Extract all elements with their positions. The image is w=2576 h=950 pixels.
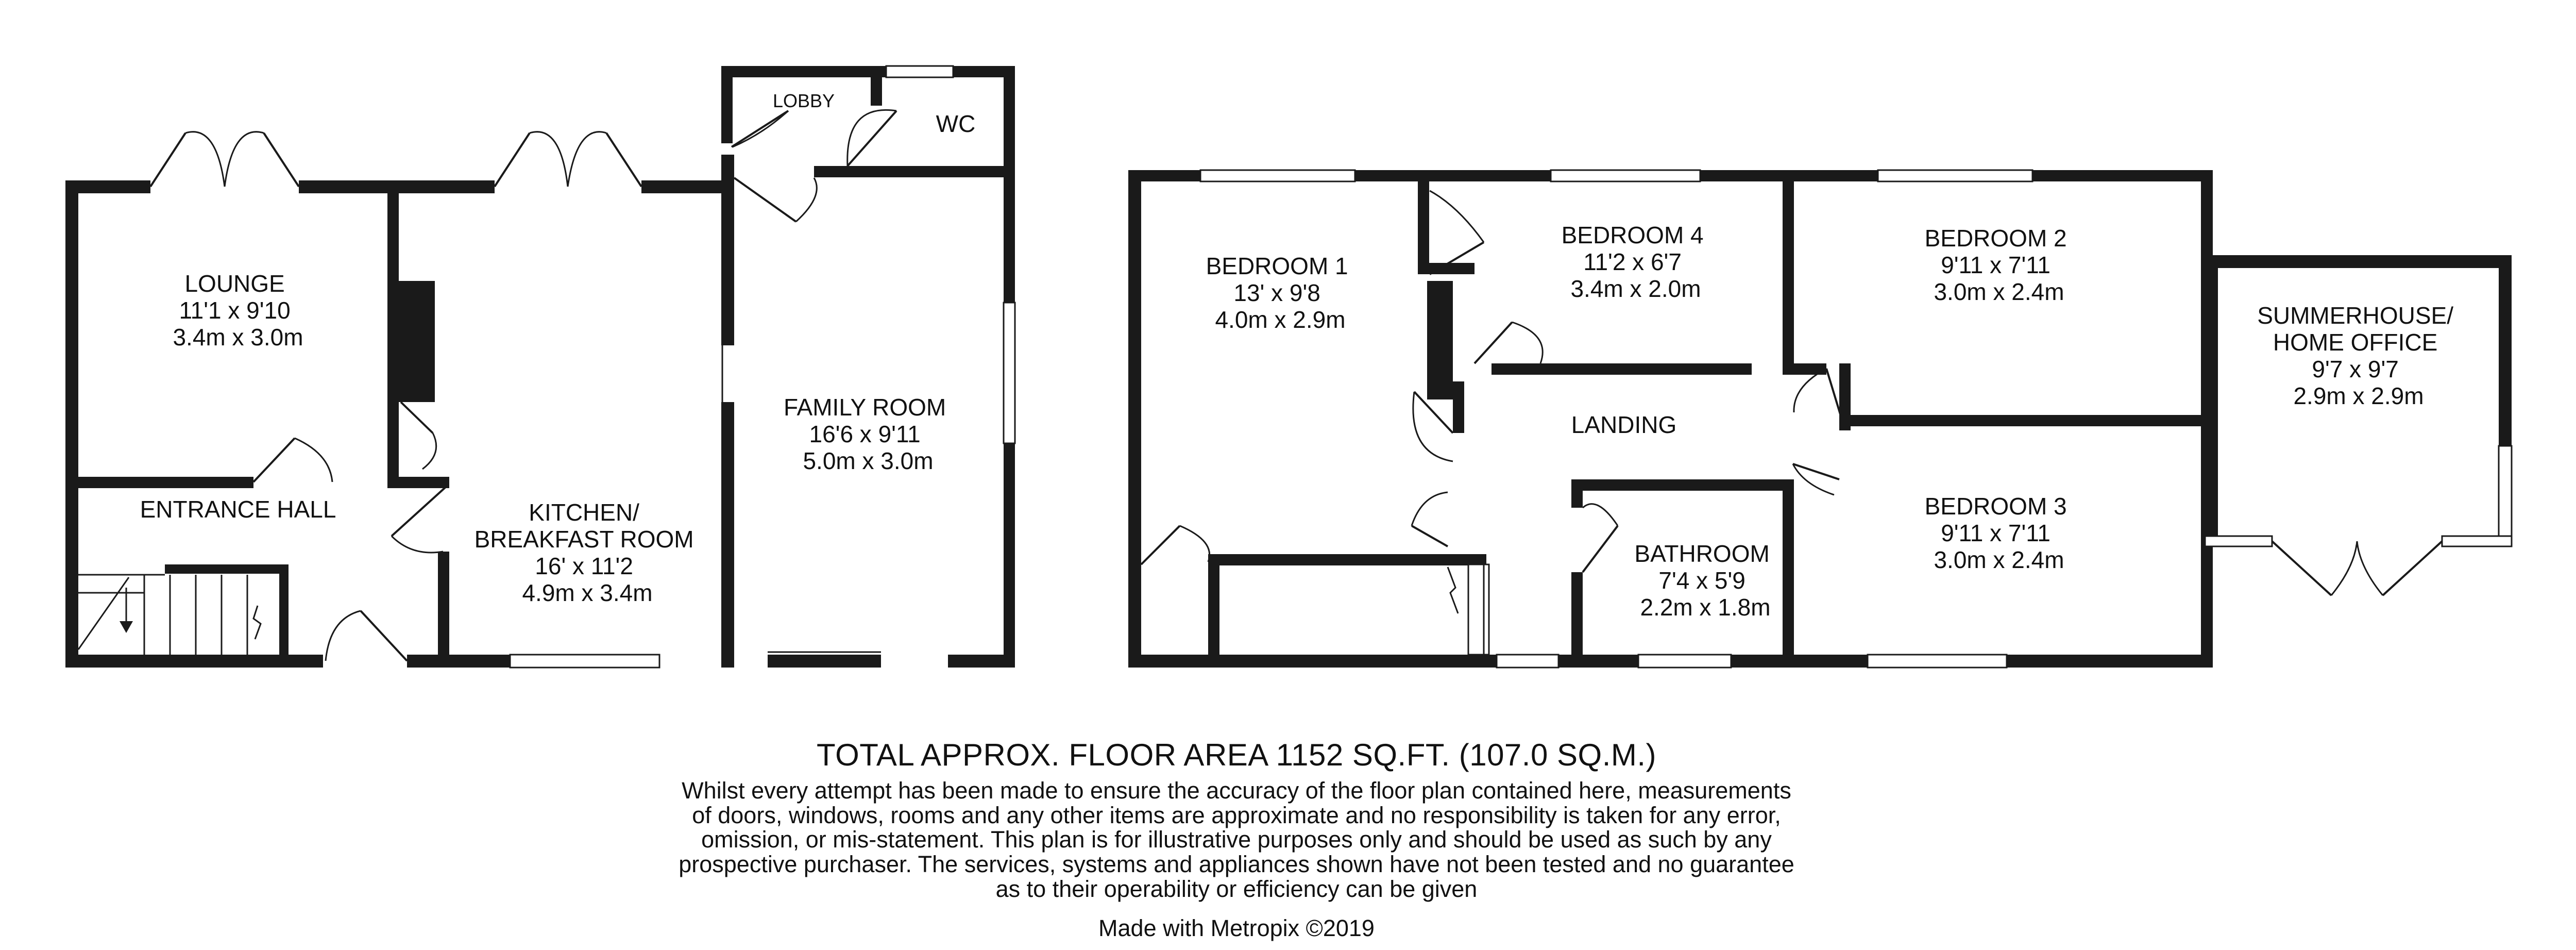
wall <box>78 477 253 488</box>
door <box>1583 526 1618 572</box>
disclaimer-line: of doors, windows, rooms and any other items are approximate and no responsibility is taken for any error, <box>692 802 1781 828</box>
wall <box>948 655 1015 668</box>
door <box>401 402 433 433</box>
room-label-bathroom: BATHROOM 7'4 x 5'9 2.2m x 1.8m <box>1634 540 1771 621</box>
wall <box>1571 479 1794 491</box>
door <box>1141 526 1180 564</box>
wall <box>641 180 724 193</box>
wall <box>387 193 399 482</box>
window <box>1551 170 1700 181</box>
door <box>734 178 796 222</box>
french-door <box>495 133 641 187</box>
disclaimer <box>515 778 1958 901</box>
door <box>1475 322 1512 363</box>
room-label-summerhouse: SUMMERHOUSE/ HOME OFFICE 9'7 x 9'7 2.9m x 2.9m <box>2257 302 2454 409</box>
wall <box>721 66 1015 77</box>
wall <box>387 477 449 488</box>
window <box>1878 170 2032 181</box>
room-label-lounge: LOUNGE 11'1 x 9'10 3.4m x 3.0m <box>173 270 303 351</box>
french-door <box>2272 541 2442 595</box>
chimney-breast <box>399 281 435 402</box>
wall <box>438 552 449 655</box>
room-label-bedroom-1: BEDROOM 1 13' x 9'8 4.0m x 2.9m <box>1206 253 1348 333</box>
wall <box>1839 415 2213 426</box>
wall <box>407 655 510 668</box>
wall <box>1208 554 1219 657</box>
window <box>886 66 953 77</box>
wall <box>1492 363 1752 375</box>
window <box>2499 446 2512 546</box>
disclaimer-line: as to their operability or efficiency can be given <box>995 875 1478 902</box>
wall <box>65 180 78 668</box>
wall <box>1004 166 1015 303</box>
window <box>510 655 659 668</box>
wall <box>1208 554 1486 565</box>
total-floor-area: TOTAL APPROX. FLOOR AREA 1152 SQ.FT. (107.0 SQ.M.) <box>817 738 1656 772</box>
wall <box>768 655 881 668</box>
wall <box>1571 479 1583 508</box>
door <box>253 438 295 482</box>
room-label-kitchen: KITCHEN/ BREAKFAST ROOM 16' x 11'2 4.9m x 3.4m <box>474 499 694 606</box>
wall <box>1418 181 1429 274</box>
disclaimer-line: prospective purchaser. The services, systems and appliances shown have not been tested and no guarantee <box>679 851 1794 878</box>
chimney-breast <box>1427 281 1453 399</box>
wall <box>2499 255 2512 446</box>
room-label-family-room: FAMILY ROOM 16'6 x 9'11 5.0m x 3.0m <box>783 394 946 474</box>
room-label-bedroom-3: BEDROOM 3 9'11 x 7'11 3.0m x 2.4m <box>1924 493 2067 573</box>
disclaimer-line: Whilst every attempt has been made to ensure the accuracy of the floor plan contained here, measurements <box>682 777 1791 804</box>
room-label-entrance-hall: ENTRANCE HALL <box>140 496 336 523</box>
room-label-bedroom-2: BEDROOM 2 9'11 x 7'11 3.0m x 2.4m <box>1924 225 2067 305</box>
door <box>392 487 446 536</box>
wall <box>721 402 734 668</box>
room-label-lobby: LOBBY <box>772 90 835 111</box>
wall <box>299 180 495 193</box>
wall <box>65 180 150 193</box>
wall <box>1453 381 1464 433</box>
wall <box>1783 181 1794 375</box>
wall <box>1004 443 1015 668</box>
window <box>1868 655 2007 668</box>
wall <box>1839 363 1851 415</box>
wall <box>848 166 925 177</box>
window <box>1497 655 1558 668</box>
window <box>2442 536 2512 546</box>
wall <box>721 66 733 143</box>
wall <box>1004 66 1015 177</box>
staircase <box>78 564 289 657</box>
room-label-bedroom-4: BEDROOM 4 11'2 x 6'7 3.4m x 2.0m <box>1561 222 1704 302</box>
metropix-credit: Made with Metropix ©2019 <box>1098 915 1375 941</box>
window <box>1638 655 1731 668</box>
stair-head <box>1468 564 1489 655</box>
room-label-wc: WC <box>936 110 976 137</box>
door <box>848 111 896 166</box>
wall <box>2205 255 2512 268</box>
door <box>1412 526 1448 546</box>
wall <box>1571 572 1583 668</box>
wall <box>721 155 734 345</box>
french-door <box>150 133 299 187</box>
window <box>2205 536 2272 546</box>
window <box>1200 170 1355 181</box>
door <box>1793 464 1839 479</box>
wall <box>1783 479 1794 668</box>
door <box>361 611 407 661</box>
door <box>732 111 788 147</box>
wall <box>2205 255 2218 546</box>
wall <box>1128 170 1141 668</box>
disclaimer-line: omission, or mis-statement. This plan is for illustrative purposes only and should be used as such by any <box>701 826 1772 853</box>
window <box>1004 303 1015 443</box>
room-label-landing: LANDING <box>1571 411 1677 438</box>
wall <box>871 77 882 106</box>
